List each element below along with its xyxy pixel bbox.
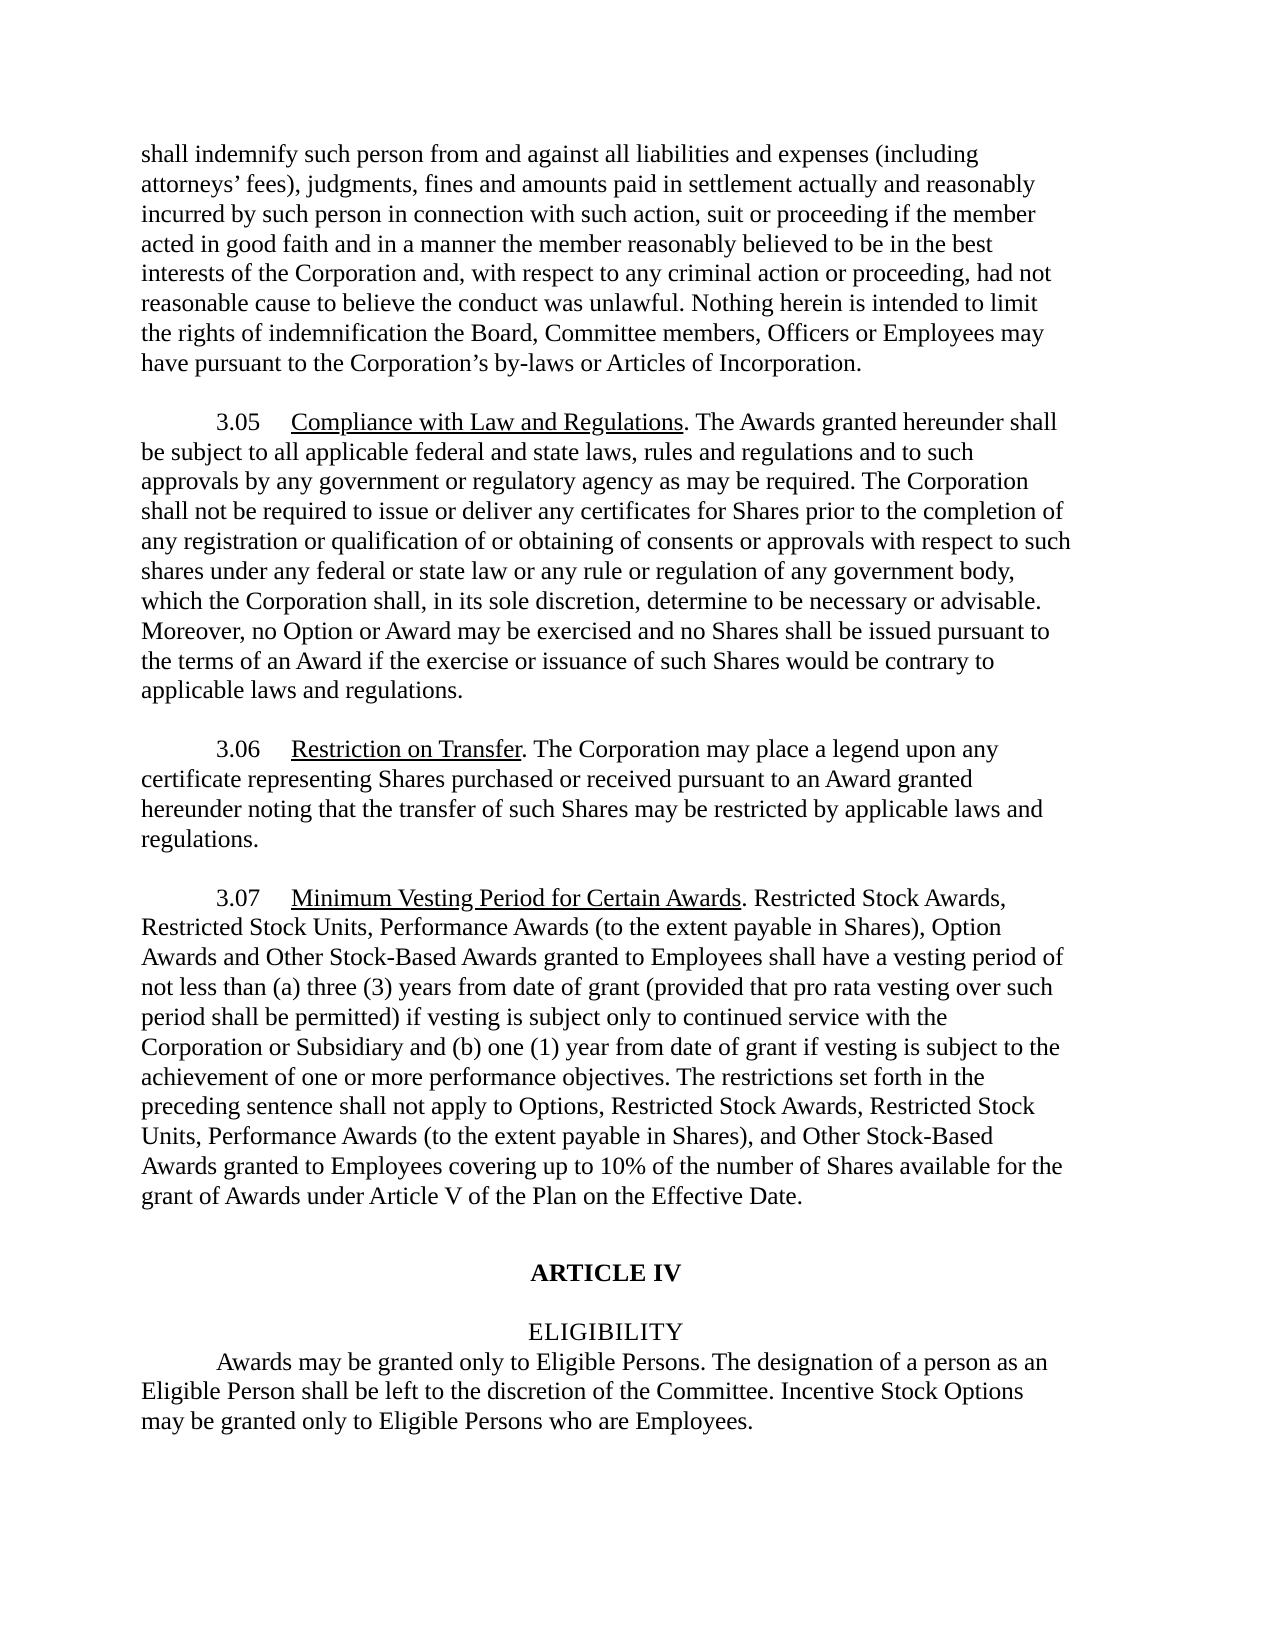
section-title: Compliance with Law and Regulations xyxy=(291,407,684,436)
paragraph-text: Awards may be granted only to Eligible Persons. The designation of a person as an Eligible Person shall be left to the discretion of the Committee. Incentive Stock Options may be granted only to Eligible Persons who are Employees. xyxy=(141,1347,1048,1436)
section-body: Restricted Stock Awards, Restricted Stock Units, Performance Awards (to the extent payable in Shares), Option Awards and Other Stock-Based Awards granted to Employees shall have a vesting period of not less than (a) three (3) years from date of grant (provided that pro rata vesting over such period shall be permitted) if vesting is subject only to continued service with the Corporation or Subsidiary and (b) one (1) year from date of grant if vesting is subject to the achievement of one or more performance objectives. The restrictions set forth in the preceding sentence shall not apply to Options, Restricted Stock Awards, Restricted Stock Units, Performance Awards (to the extent payable in Shares), and Other Stock-Based Awards granted to Employees covering up to 10% of the number of Shares available for the grant of Awards under Article V of the Plan on the Effective Date. xyxy=(141,883,1064,1210)
section-number: 3.05 xyxy=(216,407,261,436)
section-body: The Corporation may place a legend upon any certificate representing Shares purchased or received pursuant to an Award granted hereunder noting that the transfer of such Shares may be restricted by applicable laws and regulations. xyxy=(141,735,1043,853)
section-number: 3.07 xyxy=(216,883,261,912)
section-title-punctuation: . xyxy=(521,735,528,764)
section-3-05 xyxy=(141,408,1071,706)
section-3-07 xyxy=(141,884,1071,1212)
article-subheading: ELIGIBILITY xyxy=(527,1317,685,1346)
section-title-punctuation: . xyxy=(683,407,690,436)
article-heading: ARTICLE IV xyxy=(530,1258,682,1287)
section-title: Restriction on Transfer xyxy=(291,735,522,764)
section-title: Minimum Vesting Period for Certain Awards xyxy=(291,883,742,912)
section-title-punctuation: . xyxy=(741,883,748,912)
paragraph-eligibility xyxy=(141,1348,1071,1438)
paragraph-indemnification-continued xyxy=(141,140,1071,379)
paragraph-text: shall indemnify such person from and against all liabilities and expenses (including attorneys’ fees), judgments, fines and amounts paid in settlement actually and reasonably incurred by such person in connection with such action, suit or proceeding if the member acted in good faith and in a manner the member reasonably believed to be in the best interests of the Corporation and, with respect to any criminal action or proceeding, had not reasonable cause to believe the conduct was unlawful. Nothing herein is intended to limit the rights of indemnification the Board, Committee members, Officers or Employees may have pursuant to the Corporation’s by-laws or Articles of Incorporation. xyxy=(141,140,1052,377)
section-3-06 xyxy=(141,735,1071,854)
page-content xyxy=(141,140,1071,1437)
section-body: The Awards granted hereunder shall be subject to all applicable federal and state laws, rules and regulations and to such approvals by any government or regulatory agency as may be required. The Corporation shall not be required to issue or deliver any certificates for Shares prior to the completion of any registration or qualification of or obtaining of consents or approvals with respect to such shares under any federal or state law or any rule or regulation of any government body, which the Corporation shall, in its sole discretion, determine to be necessary or advisable. Moreover, no Option or Award may be exercised and no Shares shall be issued pursuant to the terms of an Award if the exercise or issuance of such Shares would be contrary to applicable laws and regulations. xyxy=(141,407,1071,705)
section-number: 3.06 xyxy=(216,735,261,764)
